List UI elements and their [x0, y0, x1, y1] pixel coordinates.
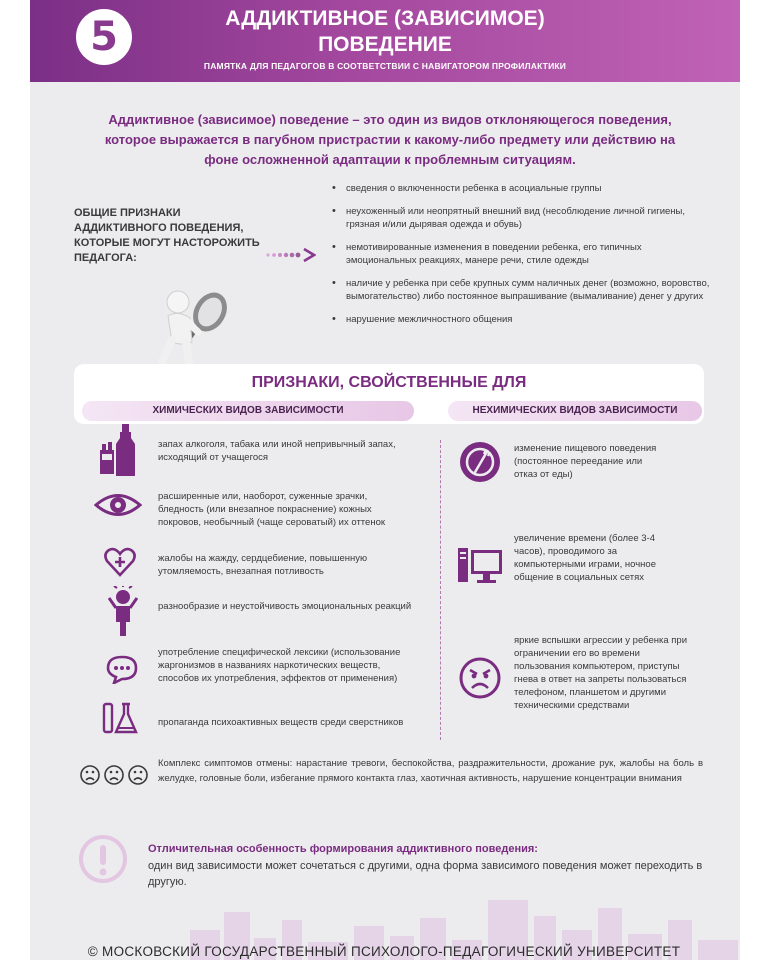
sad-faces-icon [80, 764, 150, 786]
speech-bubble-icon [106, 654, 138, 684]
general-signs-title: ОБЩИЕ ПРИЗНАКИ АДДИКТИВНОГО ПОВЕДЕНИЯ, КОТОРЫЕ МОГУТ НАСТОРОЖИТЬ ПЕДАГОГА: [74, 207, 260, 264]
flask-icon [102, 700, 140, 736]
chemical-sign-text: употребление специфической лексики (использование жаргонизмов в названиях наркотических веществ, способов их употребления, эффектов от применения) [158, 647, 401, 684]
list-item: • неухоженный или неопрятный внешний вид (несоблюдение личной гигиены, грязная и/или дырявая одежда и обувь) [330, 205, 710, 231]
intro-definition: Аддиктивное (зависимое) поведение – это один из видов отклоняющегося поведения, которое выражается в пагубном пристрастии к какому-либо предмету или действию на фоне осложненной адаптации к проблемным ситуациям. [104, 112, 676, 167]
chemical-sign-text: жалобы на жажду, сердцебиение, повышенную утомляемость, внезапная потливость [158, 553, 368, 577]
page-subtitle: ПАМЯТКА ДЛЯ ПЕДАГОГОВ В СООТВЕТСТВИИ С НАВИГАТОРОМ ПРОФИЛАКТИКИ [203, 61, 567, 71]
computer-icon [458, 546, 502, 586]
list-item: • наличие у ребенка при себе крупных сумм наличных денег (возможно, воровство, вымогательство) либо постоянное выпрашивание (вымаливание) денег у других [330, 277, 710, 303]
header-banner [30, 0, 740, 82]
bottle-icon [98, 424, 140, 476]
plate-fork-icon [458, 440, 502, 484]
nonchemical-sign-text: яркие вспышки агрессии у ребенка при ограничении его во времени пользования компьютером, приступы гнева в ответ на запреты пользоваться телефоном, планшетом и другими техническими средствами [514, 635, 688, 711]
list-item: • сведения о включенности ребенка в асоциальные группы [330, 182, 710, 195]
emotion-icon [108, 586, 138, 638]
chemical-column-header: ХИМИЧЕСКИХ ВИДОВ ЗАВИСИМОСТИ [82, 401, 414, 421]
column-divider [440, 440, 441, 740]
warning-text: один вид зависимости может сочетаться с другими, одна форма зависимого поведения может переходить в другую. [148, 860, 703, 888]
angry-face-icon [458, 656, 502, 700]
copyright-footer: © МОСКОВСКИЙ ГОСУДАРСТВЕННЫЙ ПСИХОЛОГО-ПЕДАГОГИЧЕСКИЙ УНИВЕРСИТЕТ [87, 944, 681, 959]
nonchemical-column-header: НЕХИМИЧЕСКИХ ВИДОВ ЗАВИСИМОСТИ [448, 401, 702, 421]
chemical-sign-text: расширенные или, наоборот, суженные зрачки, бледность (или внезапное покраснение) кожных покровов, необычный (чаще сероватый) их оттенок [158, 491, 386, 528]
chemical-sign-text: пропаганда психоактивных веществ среди сверстников [158, 717, 404, 728]
chemical-sign-text: запах алкоголя, табака или иной непривычный запах, исходящий от учащегося [158, 439, 396, 463]
general-signs-list [330, 182, 710, 336]
warning-title: Отличительная особенность формирования аддиктивного поведения: [148, 843, 538, 855]
channel-logo: 5 [76, 9, 132, 65]
magnifier-figure-icon [138, 272, 248, 376]
nonchemical-sign-text: изменение пищевого поведения (постоянное переедание или отказ от еды) [514, 443, 657, 480]
chemical-sign-text: разнообразие и неустойчивость эмоциональных реакций [158, 601, 412, 612]
eye-icon [94, 490, 142, 520]
heart-icon [104, 546, 136, 578]
list-item: • немотивированные изменения в поведении ребенка, его типичных эмоциональных реакциях, манере речи, стиле одежды [330, 241, 710, 267]
nonchemical-sign-text: увеличение времени (более 3-4 часов), проводимого за компьютерными играми, ночное общение в социальных сетях [514, 533, 656, 583]
dotted-arrow-icon [264, 247, 316, 263]
list-item: • нарушение межличностного общения [330, 313, 710, 326]
exclamation-icon [78, 834, 128, 884]
page-title: АДДИКТИВНОЕ (ЗАВИСИМОЕ) ПОВЕДЕНИЕ [225, 7, 545, 56]
withdrawal-symptoms-text: Комплекс симптомов отмены: нарастание тревоги, беспокойства, раздражительности, дрожание рук, жалобы на боль в желудке, головные боли, избегание прямого контакта глаз, хаотичная активность, нарушение концентрации внимания [158, 758, 703, 784]
signs-section-title: ПРИЗНАКИ, СВОЙСТВЕННЫЕ ДЛЯ [251, 374, 527, 391]
infographic-page [30, 0, 740, 960]
